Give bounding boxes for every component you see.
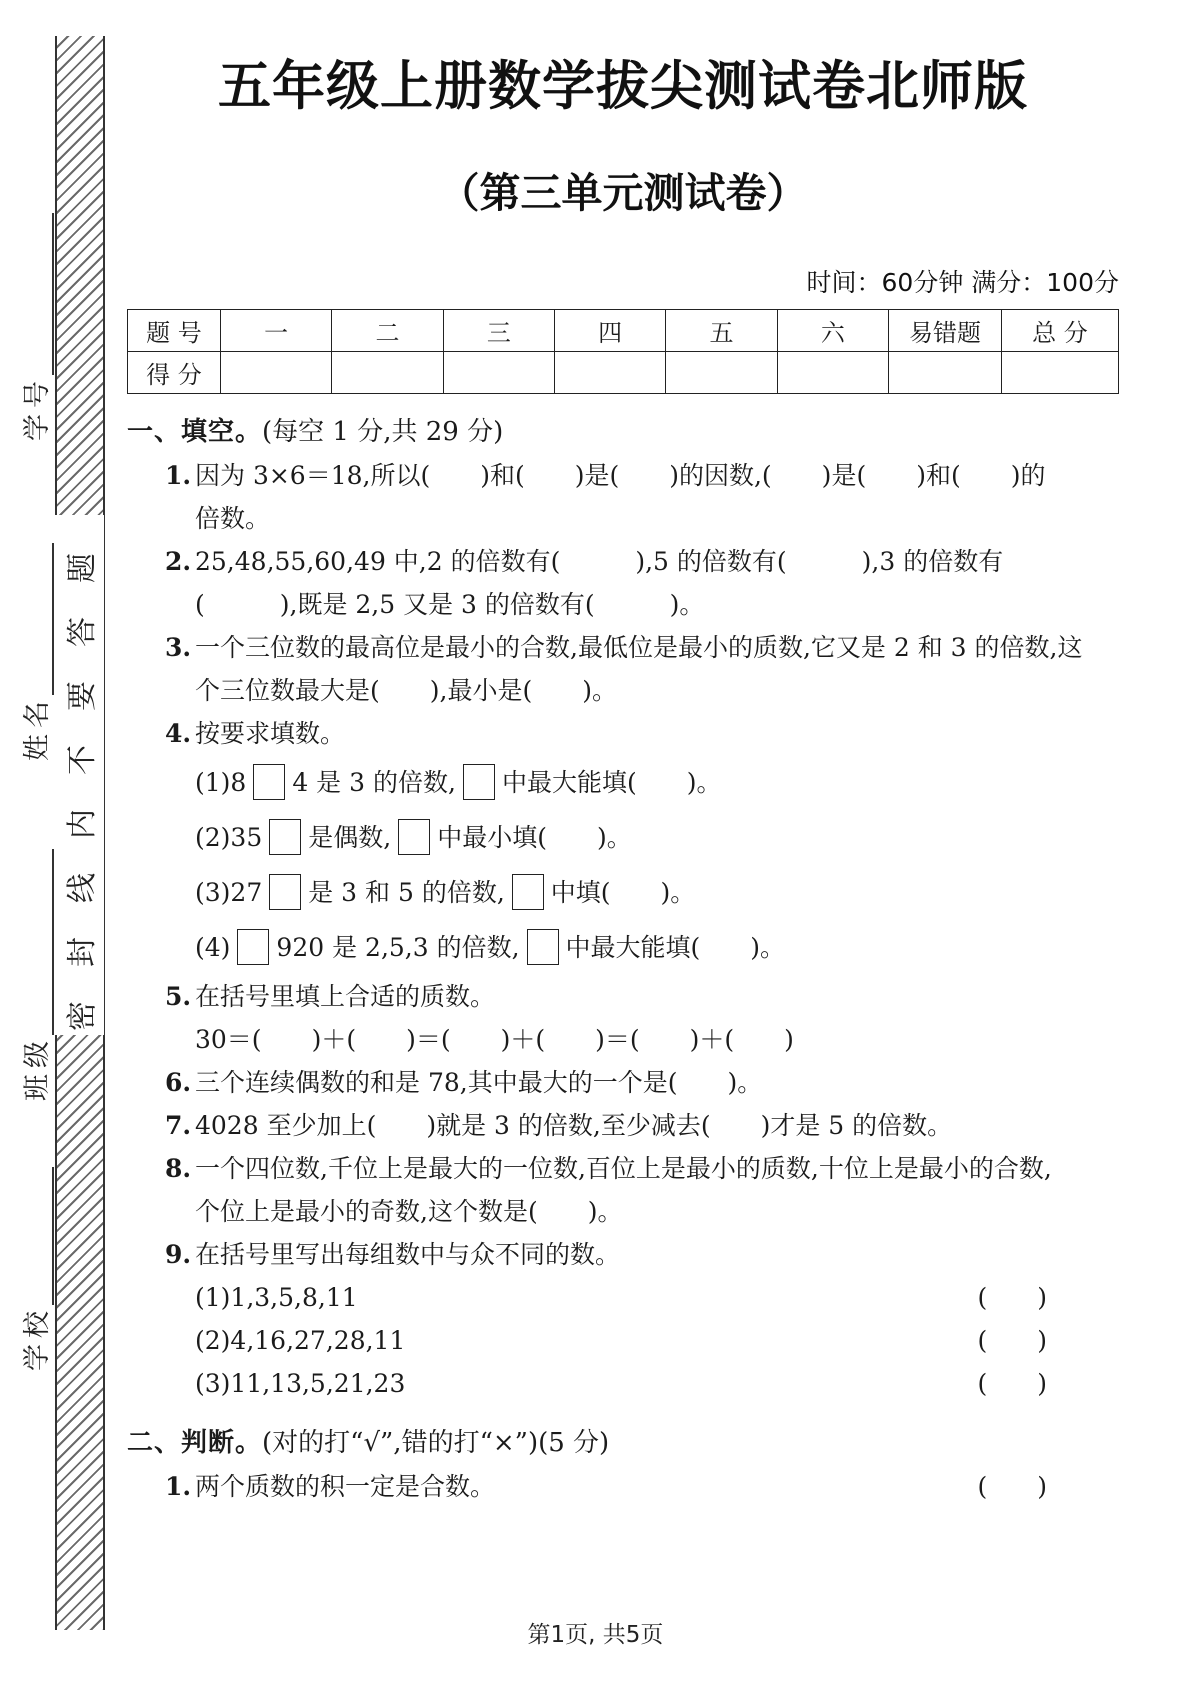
score-table [127,309,1119,394]
section2-heading [127,1421,1119,1465]
score-row-label: 得 分 [128,352,221,394]
question-9-item-3 [127,1362,1119,1405]
question-4-number: 4. [165,719,192,748]
section1-title: 一、填空。 [127,417,263,447]
question-6-text: 三个连续偶数的和是 78,其中最大的一个是( )。 [195,1068,763,1097]
question-4 [127,712,1119,755]
question-5-text: 在括号里填上合适的质数。 [195,982,496,1011]
seal-line-text [54,515,104,1035]
question-8-text: 一个四位数,千位上是最大的一位数,百位上是最小的质数,十位上是最小的合数, [195,1154,1052,1183]
score-table-header-row [128,310,1119,352]
item-text: (1)8 [195,768,247,797]
fill-box [398,819,430,855]
score-table-header-cell: 一 [221,310,332,352]
fill-box [237,929,269,965]
question-9-text: 在括号里写出每组数中与众不同的数。 [195,1240,621,1269]
question-9 [127,1233,1119,1276]
item-text: 中最大能填( )。 [501,768,722,797]
student-class-blank-line [22,849,54,1035]
page-title: 五年级上册数学拔尖测试卷北师版 [218,56,1028,117]
score-table-header-cell: 题 号 [128,310,221,352]
seal-line-text-label: 密封线内不要答题 [65,519,100,1031]
judge-question-1-text: 两个质数的积一定是合数。 [195,1472,496,1501]
score-cell-empty [332,352,443,394]
question-7-number: 7. [165,1111,192,1140]
score-cell-empty [1002,352,1119,394]
question-9-item-1 [127,1276,1119,1319]
student-class-label: 班级 [22,1035,53,1101]
fill-box [463,764,495,800]
question-3 [127,626,1119,669]
page-number: 第1页, 共5页 [527,1622,664,1648]
question-8-number: 8. [165,1154,192,1183]
question-4-item-2 [127,810,1119,865]
question-5-number: 5. [165,982,192,1011]
answer-bracket: ( ) [977,1472,1047,1501]
question-7-text: 4028 至少加上( )就是 3 的倍数,至少减去( )才是 5 的倍数。 [195,1111,953,1140]
question-3-number: 3. [165,633,192,662]
score-table-header-cell: 总 分 [1002,310,1119,352]
fill-box [269,874,301,910]
item-text: 920 是 2,5,3 的倍数, [276,933,520,962]
item-text: (4) [195,933,231,962]
question-2-number: 2. [165,547,192,576]
question-8-continuation: 个位上是最小的奇数,这个数是( )。 [195,1197,623,1226]
student-number-label: 学号 [22,375,53,441]
question-4-item-4 [127,920,1119,975]
student-class-field [10,801,54,1101]
student-school-blank-line [22,1167,54,1305]
question-7 [127,1104,1119,1147]
paper-content [127,0,1119,1508]
item-text: 是偶数, [308,823,392,852]
student-name-label: 姓名 [22,695,53,761]
question-6 [127,1061,1119,1104]
question-2-text: 25,48,55,60,49 中,2 的倍数有( ),5 的倍数有( ),3 的倍数有 [195,547,1004,576]
student-number-blank-line [22,213,54,375]
student-name-field [10,531,54,761]
question-1-text: 因为 3×6＝18,所以( )和( )是( )的因数,( )是( )和( )的 [195,461,1046,490]
question-4-item-1 [127,755,1119,810]
student-school-label: 学校 [22,1305,53,1371]
section2-note: (对的打“√”,错的打“×”)(5 分) [262,1428,610,1458]
item-text: (1)1,3,5,8,11 [195,1283,358,1312]
score-table-header-cell: 二 [332,310,443,352]
item-text: 中最大能填( )。 [565,933,786,962]
judge-question-1-number: 1. [165,1472,192,1501]
item-text: (2)35 [195,823,263,852]
question-1 [127,454,1119,497]
score-table-header-cell: 三 [443,310,554,352]
section1-note: (每空 1 分,共 29 分) [262,417,504,447]
item-text: 4 是 3 的倍数, [292,768,456,797]
fill-box [527,929,559,965]
answer-bracket: ( ) [977,1369,1047,1398]
student-school-field [10,1155,54,1371]
score-table-score-row [128,352,1119,394]
question-4-text: 按要求填数。 [195,719,346,748]
question-8 [127,1147,1119,1190]
question-9-number: 9. [165,1240,192,1269]
score-table-header-cell: 六 [777,310,888,352]
exam-time-score-info: 时间：60分钟 满分：100分 [806,268,1119,297]
score-table-header-cell: 易错题 [889,310,1002,352]
section2-title: 二、判断。 [127,1428,263,1458]
fill-box [253,764,285,800]
score-table-header-cell: 四 [554,310,665,352]
section1-heading [127,410,1119,454]
question-4-item-3 [127,865,1119,920]
score-cell-empty [666,352,777,394]
item-text: 是 3 和 5 的倍数, [308,878,505,907]
question-1-number: 1. [165,461,192,490]
item-text: 中最小填( )。 [437,823,632,852]
item-text: (3)11,13,5,21,23 [195,1369,406,1398]
score-cell-empty [554,352,665,394]
question-2 [127,540,1119,583]
question-2-continuation: ( ),既是 2,5 又是 3 的倍数有( )。 [195,590,705,619]
fill-box [512,874,544,910]
fill-box [269,819,301,855]
student-number-field [10,201,54,441]
score-table-header-cell: 五 [666,310,777,352]
question-1-continuation: 倍数。 [195,504,271,533]
item-text: (3)27 [195,878,263,907]
score-cell-empty [221,352,332,394]
question-3-text: 一个三位数的最高位是最小的合数,最低位是最小的质数,它又是 2 和 3 的倍数,这 [195,633,1083,662]
student-name-blank-line [22,543,54,695]
question-9-item-2 [127,1319,1119,1362]
score-cell-empty [889,352,1002,394]
judge-question-1 [127,1465,1119,1508]
answer-bracket: ( ) [977,1326,1047,1355]
question-5-equation: 30＝( )＋( )＝( )＋( )＝( )＋( ) [195,1025,794,1054]
score-cell-empty [443,352,554,394]
item-text: 中填( )。 [550,878,696,907]
answer-bracket: ( ) [977,1283,1047,1312]
question-3-continuation: 个三位数最大是( ),最小是( )。 [195,676,617,705]
question-6-number: 6. [165,1068,192,1097]
page-subtitle: （第三单元测试卷） [438,169,808,217]
question-5 [127,975,1119,1018]
item-text: (2)4,16,27,28,11 [195,1326,406,1355]
score-cell-empty [777,352,888,394]
